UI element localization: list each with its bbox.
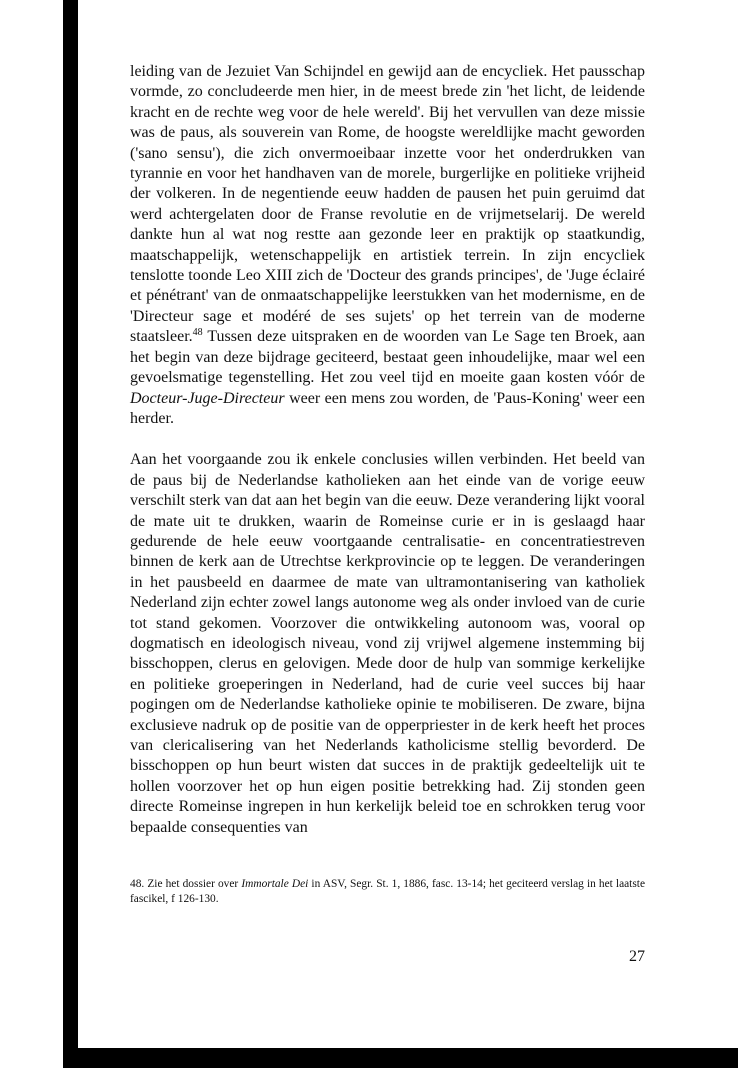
paragraph-1-text-b: Tussen deze uitspraken en de woorden van Le Sage ten Broek, aan het begin van deze bijdrage geciteerd, bestaat geen inhoudelijke, maar wel een gevoelsmatige tegenstelling. Het zou veel tijd en moeite gaan kosten vóór de (130, 328, 645, 387)
scan-left-border (63, 0, 78, 1068)
page-body (130, 62, 645, 838)
paragraph-1-text-a: leiding van de Jezuiet Van Schijndel en gewijd aan de encycliek. Het pausschap vormde, zo concludeerde men hier, in de meest brede zin 'het licht, de leidende kracht en de rechte weg voor de hele wereld'. Bij het vervullen van deze missie was de paus, als souverein van Rome, de hoogste wereldlijke macht geworden ('sano sensu'), die zich onvermoeibaar inzette voor het onderdrukken van tyrannie en voor het handhaven van de morele, burgerlijke en politieke vrijheid der volkeren. In de negentiende eeuw hadden de pausen het puin geruimd dat werd achtergelaten door de Franse revolutie en de vrijmetselarij. De wereld dankte hun al wat nog restte aan gezonde leer en praktijk op staatkundig, maatschappelijk, wetenschappelijk en artistiek terrein. In zijn encycliek tenslotte toonde Leo XIII zich de 'Docteur des grands principes', de 'Juge éclairé et pénétrant' van de onmaatschappelijke leerstukken van het modernisme, en de 'Directeur sage et modéré de ses sujets' op het terrein van de moderne staatsleer. (130, 63, 645, 346)
footnote (130, 877, 645, 907)
footnote-reference: 48 (192, 327, 203, 339)
scan-bottom-border (63, 1048, 738, 1068)
paragraph-2: Aan het voorgaande zou ik enkele conclusies willen verbinden. Het beeld van de paus bij de Nederlandse katholieken aan het einde van de vorige eeuw verschilt sterk van dat aan het begin van die eeuw. Deze verandering lijkt vooral de mate uit te drukken, waarin de Romeinse curie er in is geslaagd haar gedurende de hele eeuw voortgaande centralisatie- en concentratiestreven binnen de kerk aan de Utrechtse kerkprovincie op te leggen. De veranderingen in het pausbeeld en daarmee de mate van ultramontanisering van katholiek Nederland zijn echter zowel langs autonome weg als onder invloed van de curie tot stand gekomen. Voorzover die ontwikkeling autonoom was, vooral op dogmatisch en ideologisch niveau, vond zij vrijwel algemene instemming bij bisschoppen, clerus en gelovigen. Mede door de hulp van sommige kerkelijke en politieke groeperingen in Nederland, had de curie veel succes bij haar pogingen om de Nederlandse katholieke opinie te mobiliseren. De zware, bijna exclusieve nadruk op de positie van de opperpriester in de kerk heeft het proces van clericalisering van het Nederlands katholicisme stellig bevorderd. De bisschoppen op hun beurt wisten dat succes in de praktijk gedeeltelijk uit te hollen voorzover het op hun eigen positie betrekking had. Zij stonden geen directe Romeinse ingrepen in hun kerkelijk beleid toe en schrokken terug voor bepaalde consequenties van (130, 451, 645, 836)
paragraph-1-italic-term: Docteur-Juge-Directeur (130, 389, 285, 407)
footnote-rest: in ASV, Segr. St. 1, 1886, fasc. 13-14; het geciteerd verslag in het laatste fascikel, f 126-130. (130, 878, 646, 905)
paragraph-1-text-d: weer een mens zou worden, de 'Paus-Koning' weer een herder. (130, 389, 645, 427)
page-number: 27 (629, 948, 645, 965)
footnote-italic-title: Immortale Dei (241, 878, 309, 890)
footnote-lead: 48. Zie het dossier over (130, 878, 242, 890)
paragraph-1 (130, 62, 645, 429)
